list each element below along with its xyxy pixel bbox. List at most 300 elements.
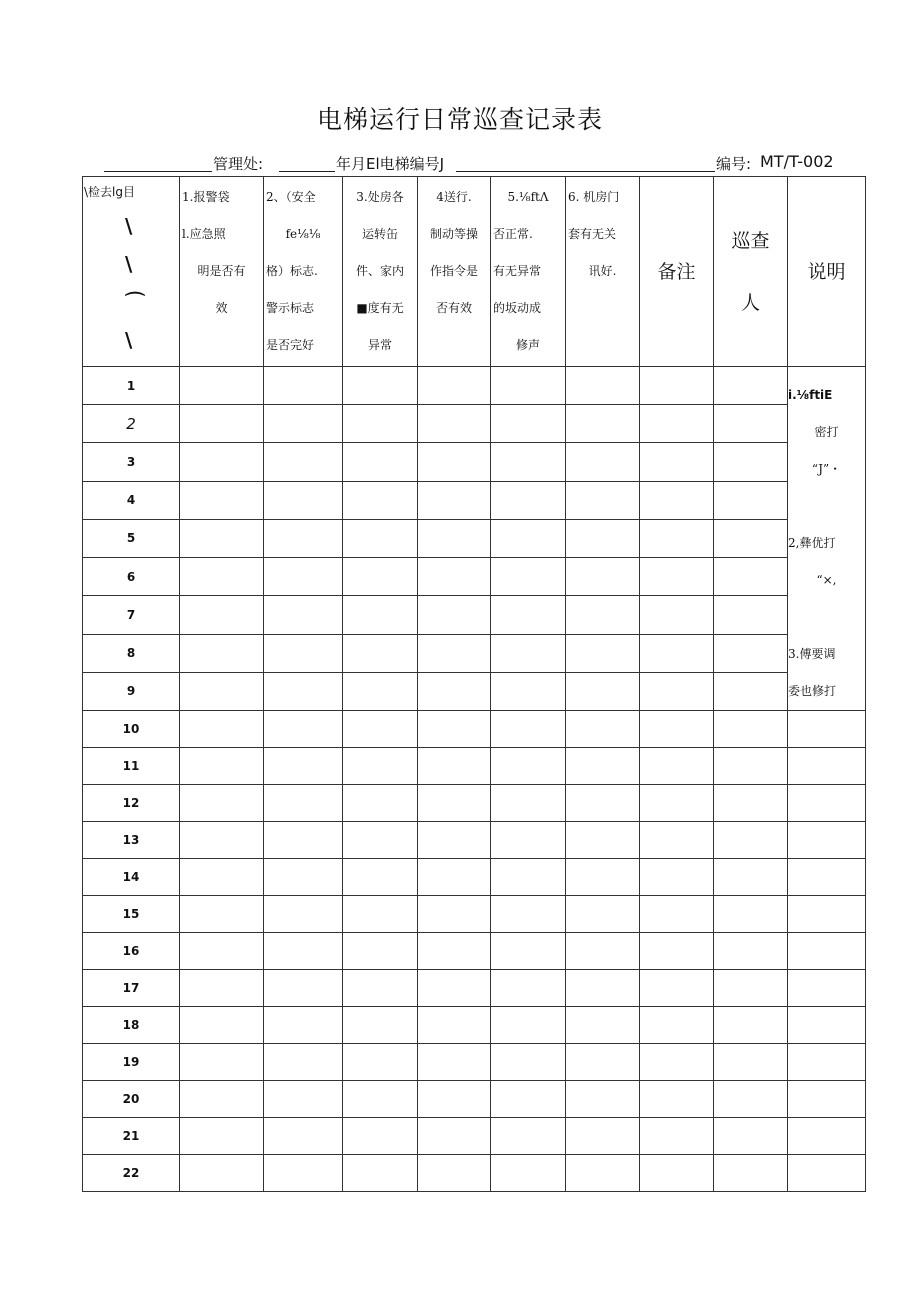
entry-cell[interactable] bbox=[640, 970, 714, 1007]
entry-cell[interactable] bbox=[264, 1044, 343, 1081]
entry-cell[interactable] bbox=[566, 859, 640, 896]
table-body bbox=[83, 367, 866, 1192]
entry-cell[interactable] bbox=[343, 1081, 418, 1118]
entry-cell[interactable] bbox=[714, 859, 788, 896]
entry-cell[interactable] bbox=[491, 443, 566, 481]
entry-cell[interactable] bbox=[264, 367, 343, 405]
inspector-label: 人 bbox=[740, 291, 760, 314]
header-text: 有无异常 bbox=[493, 264, 542, 278]
table-row bbox=[83, 596, 866, 634]
entry-cell[interactable] bbox=[640, 481, 714, 519]
entry-cell[interactable] bbox=[566, 970, 640, 1007]
row-number: 3 bbox=[83, 443, 180, 481]
entry-cell[interactable] bbox=[418, 1007, 491, 1044]
header-text: 的坂动成 bbox=[493, 301, 542, 315]
table-row bbox=[83, 634, 866, 672]
entry-cell[interactable] bbox=[418, 822, 491, 859]
table-row bbox=[83, 519, 866, 557]
entry-cell[interactable] bbox=[491, 711, 566, 748]
entry-cell[interactable] bbox=[491, 367, 566, 405]
header-text: 异常 bbox=[367, 338, 392, 352]
entry-cell[interactable] bbox=[180, 1155, 264, 1192]
entry-cell[interactable] bbox=[566, 1155, 640, 1192]
row-number: 14 bbox=[83, 859, 180, 896]
explain-cell bbox=[788, 1044, 866, 1081]
entry-cell[interactable] bbox=[343, 1007, 418, 1044]
entry-cell[interactable] bbox=[491, 558, 566, 596]
entry-cell[interactable] bbox=[566, 933, 640, 970]
entry-cell[interactable] bbox=[640, 1044, 714, 1081]
entry-cell[interactable] bbox=[714, 1155, 788, 1192]
row-number: 13 bbox=[83, 822, 180, 859]
row-number: 18 bbox=[83, 1007, 180, 1044]
explain-cell bbox=[788, 711, 866, 748]
entry-cell[interactable] bbox=[343, 405, 418, 443]
entry-cell[interactable] bbox=[714, 785, 788, 822]
entry-cell[interactable] bbox=[180, 1007, 264, 1044]
entry-cell[interactable] bbox=[343, 748, 418, 785]
table-row bbox=[83, 558, 866, 596]
entry-cell[interactable] bbox=[264, 970, 343, 1007]
header-item-1 bbox=[180, 177, 264, 367]
entry-cell[interactable] bbox=[343, 859, 418, 896]
explain-cell bbox=[788, 1007, 866, 1044]
row-number: 5 bbox=[83, 519, 180, 557]
table-row bbox=[83, 748, 866, 785]
entry-cell[interactable] bbox=[714, 896, 788, 933]
entry-cell[interactable] bbox=[264, 596, 343, 634]
row-number: 16 bbox=[83, 933, 180, 970]
entry-cell[interactable] bbox=[180, 367, 264, 405]
entry-cell[interactable] bbox=[640, 1007, 714, 1044]
row-number: 1 bbox=[83, 367, 180, 405]
entry-cell[interactable] bbox=[264, 822, 343, 859]
entry-cell[interactable] bbox=[491, 896, 566, 933]
row-number: 12 bbox=[83, 785, 180, 822]
row-number: 4 bbox=[83, 481, 180, 519]
entry-cell[interactable] bbox=[343, 634, 418, 672]
table-row bbox=[83, 672, 866, 710]
entry-cell[interactable] bbox=[418, 1155, 491, 1192]
page-title: 电梯运行日常巡查记录表 bbox=[316, 105, 603, 134]
entry-cell[interactable] bbox=[640, 1081, 714, 1118]
entry-cell[interactable] bbox=[640, 896, 714, 933]
entry-cell[interactable] bbox=[714, 443, 788, 481]
explanation-notes bbox=[788, 367, 866, 711]
table-row bbox=[83, 1007, 866, 1044]
entry-cell[interactable] bbox=[264, 748, 343, 785]
entry-cell[interactable] bbox=[180, 785, 264, 822]
header-explain bbox=[788, 177, 866, 367]
explain-cell bbox=[788, 970, 866, 1007]
entry-cell[interactable] bbox=[566, 1044, 640, 1081]
header-text: l.应急照 bbox=[182, 227, 226, 241]
entry-cell[interactable] bbox=[180, 634, 264, 672]
header-text: 是否完好 bbox=[266, 338, 315, 352]
table-row bbox=[83, 1118, 866, 1155]
diagonal-mark: \ bbox=[125, 328, 133, 352]
entry-cell[interactable] bbox=[343, 970, 418, 1007]
table-row bbox=[83, 859, 866, 896]
entry-cell[interactable] bbox=[343, 672, 418, 710]
entry-cell[interactable] bbox=[180, 481, 264, 519]
entry-cell[interactable] bbox=[343, 1118, 418, 1155]
entry-cell[interactable] bbox=[418, 1081, 491, 1118]
entry-cell[interactable] bbox=[491, 748, 566, 785]
entry-cell[interactable] bbox=[566, 634, 640, 672]
note-line: 密打 bbox=[814, 425, 839, 439]
entry-cell[interactable] bbox=[566, 748, 640, 785]
entry-cell[interactable] bbox=[264, 896, 343, 933]
note-line: “J”・ bbox=[811, 462, 842, 476]
row-number: 20 bbox=[83, 1081, 180, 1118]
entry-cell[interactable] bbox=[566, 367, 640, 405]
entry-cell[interactable] bbox=[640, 822, 714, 859]
note-line: 委也修打 bbox=[788, 684, 837, 698]
entry-cell[interactable] bbox=[640, 558, 714, 596]
entry-cell[interactable] bbox=[566, 558, 640, 596]
entry-cell[interactable] bbox=[714, 634, 788, 672]
entry-cell[interactable] bbox=[491, 405, 566, 443]
table-row bbox=[83, 896, 866, 933]
entry-cell[interactable] bbox=[418, 933, 491, 970]
header-text: 运转缶 bbox=[361, 227, 398, 241]
entry-cell[interactable] bbox=[640, 748, 714, 785]
entry-cell[interactable] bbox=[264, 481, 343, 519]
entry-cell[interactable] bbox=[418, 367, 491, 405]
explain-cell bbox=[788, 1155, 866, 1192]
entry-cell[interactable] bbox=[264, 1081, 343, 1118]
entry-cell[interactable] bbox=[640, 367, 714, 405]
entry-cell[interactable] bbox=[264, 933, 343, 970]
entry-cell[interactable] bbox=[418, 970, 491, 1007]
entry-cell[interactable] bbox=[418, 443, 491, 481]
entry-cell[interactable] bbox=[343, 367, 418, 405]
header-text: 明是否有 bbox=[197, 264, 246, 278]
entry-cell[interactable] bbox=[714, 711, 788, 748]
entry-cell[interactable] bbox=[714, 822, 788, 859]
note-spacer bbox=[788, 488, 865, 525]
entry-cell[interactable] bbox=[418, 748, 491, 785]
mgmt-label: 管理处: bbox=[213, 155, 264, 173]
entry-cell[interactable] bbox=[491, 1044, 566, 1081]
header-inspector bbox=[714, 177, 788, 367]
header-row bbox=[83, 177, 866, 367]
explain-cell bbox=[788, 748, 866, 785]
entry-cell[interactable] bbox=[566, 711, 640, 748]
entry-cell[interactable] bbox=[714, 596, 788, 634]
header-item-6 bbox=[566, 177, 640, 367]
entry-cell[interactable] bbox=[180, 711, 264, 748]
entry-cell[interactable] bbox=[491, 481, 566, 519]
entry-cell[interactable] bbox=[640, 933, 714, 970]
entry-cell[interactable] bbox=[566, 481, 640, 519]
entry-cell[interactable] bbox=[418, 481, 491, 519]
entry-cell[interactable] bbox=[180, 896, 264, 933]
note-line: i.⅛ftiE bbox=[788, 388, 833, 402]
entry-cell[interactable] bbox=[264, 634, 343, 672]
entry-cell[interactable] bbox=[180, 822, 264, 859]
entry-cell[interactable] bbox=[180, 933, 264, 970]
header-text: 否正常. bbox=[493, 227, 533, 241]
entry-cell[interactable] bbox=[180, 748, 264, 785]
entry-cell[interactable] bbox=[714, 1044, 788, 1081]
entry-cell[interactable] bbox=[180, 405, 264, 443]
entry-cell[interactable] bbox=[566, 1007, 640, 1044]
header-text: 6. 机房门 bbox=[568, 190, 620, 204]
header-text: 3.处房各 bbox=[356, 190, 404, 204]
entry-cell[interactable] bbox=[566, 1118, 640, 1155]
explain-cell bbox=[788, 1081, 866, 1118]
entry-cell[interactable] bbox=[180, 558, 264, 596]
header-item-5 bbox=[491, 177, 566, 367]
header-text: 套有无关 bbox=[568, 227, 617, 241]
explain-label: 说明 bbox=[807, 260, 846, 283]
entry-cell[interactable] bbox=[491, 1118, 566, 1155]
entry-cell[interactable] bbox=[714, 1081, 788, 1118]
entry-cell[interactable] bbox=[491, 822, 566, 859]
header-item-2 bbox=[264, 177, 343, 367]
row-number: 2 bbox=[83, 405, 180, 443]
row-number: 8 bbox=[83, 634, 180, 672]
entry-cell[interactable] bbox=[640, 1155, 714, 1192]
entry-cell[interactable] bbox=[566, 785, 640, 822]
entry-cell[interactable] bbox=[180, 519, 264, 557]
entry-cell[interactable] bbox=[264, 785, 343, 822]
entry-cell[interactable] bbox=[180, 970, 264, 1007]
header-text: 修声 bbox=[515, 338, 540, 352]
entry-cell[interactable] bbox=[566, 822, 640, 859]
diagonal-mark: \ bbox=[125, 252, 133, 276]
row-number: 6 bbox=[83, 558, 180, 596]
entry-cell[interactable] bbox=[566, 672, 640, 710]
row-number: 7 bbox=[83, 596, 180, 634]
header-text: 5.⅛ftΛ bbox=[507, 190, 549, 204]
entry-cell[interactable] bbox=[491, 519, 566, 557]
entry-cell[interactable] bbox=[418, 405, 491, 443]
table-row bbox=[83, 481, 866, 519]
entry-cell[interactable] bbox=[418, 785, 491, 822]
explain-cell bbox=[788, 859, 866, 896]
table-row bbox=[83, 822, 866, 859]
entry-cell[interactable] bbox=[640, 596, 714, 634]
entry-cell[interactable] bbox=[418, 859, 491, 896]
header-text: 作指令是 bbox=[429, 264, 478, 278]
inspection-table bbox=[82, 176, 866, 1192]
explain-cell bbox=[788, 896, 866, 933]
entry-cell[interactable] bbox=[418, 1118, 491, 1155]
row-number: 21 bbox=[83, 1118, 180, 1155]
entry-cell[interactable] bbox=[264, 711, 343, 748]
table-row bbox=[83, 785, 866, 822]
entry-cell[interactable] bbox=[180, 443, 264, 481]
entry-cell[interactable] bbox=[264, 1118, 343, 1155]
header-item-3 bbox=[343, 177, 418, 367]
header-item-4 bbox=[418, 177, 491, 367]
entry-cell[interactable] bbox=[264, 859, 343, 896]
form-meta-line bbox=[100, 153, 845, 175]
entry-cell[interactable] bbox=[491, 672, 566, 710]
entry-cell[interactable] bbox=[714, 933, 788, 970]
explain-cell bbox=[788, 785, 866, 822]
header-text: 格）标志. bbox=[266, 264, 318, 278]
entry-cell[interactable] bbox=[640, 443, 714, 481]
table-row bbox=[83, 933, 866, 970]
code-label: 编号: bbox=[716, 155, 752, 173]
entry-cell[interactable] bbox=[180, 1044, 264, 1081]
entry-cell[interactable] bbox=[343, 1155, 418, 1192]
row-number: 15 bbox=[83, 896, 180, 933]
entry-cell[interactable] bbox=[566, 1081, 640, 1118]
header-remark bbox=[640, 177, 714, 367]
entry-cell[interactable] bbox=[714, 1118, 788, 1155]
header-text: ■度有无 bbox=[356, 301, 404, 315]
date-blank-line bbox=[279, 171, 335, 172]
entry-cell[interactable] bbox=[343, 785, 418, 822]
header-text: 件、家内 bbox=[355, 264, 404, 278]
entry-cell[interactable] bbox=[418, 558, 491, 596]
entry-cell[interactable] bbox=[180, 1118, 264, 1155]
entry-cell[interactable] bbox=[418, 519, 491, 557]
entry-cell[interactable] bbox=[714, 367, 788, 405]
table-row bbox=[83, 970, 866, 1007]
entry-cell[interactable] bbox=[343, 443, 418, 481]
diagonal-mark: ⌒ bbox=[125, 290, 145, 314]
entry-cell[interactable] bbox=[343, 822, 418, 859]
entry-cell[interactable] bbox=[343, 519, 418, 557]
header-text: 1.报警袋 bbox=[182, 190, 230, 204]
entry-cell[interactable] bbox=[180, 596, 264, 634]
entry-cell[interactable] bbox=[343, 558, 418, 596]
row-number: 22 bbox=[83, 1155, 180, 1192]
check-item-label: \检去lg目 bbox=[84, 185, 135, 199]
inspector-label: 巡查 bbox=[731, 229, 770, 252]
entry-cell[interactable] bbox=[264, 672, 343, 710]
entry-cell[interactable] bbox=[491, 596, 566, 634]
header-check-item bbox=[83, 177, 180, 367]
explain-cell bbox=[788, 822, 866, 859]
entry-cell[interactable] bbox=[264, 558, 343, 596]
entry-cell[interactable] bbox=[180, 859, 264, 896]
entry-cell[interactable] bbox=[714, 558, 788, 596]
entry-cell[interactable] bbox=[418, 634, 491, 672]
table-row bbox=[83, 367, 866, 405]
entry-cell[interactable] bbox=[714, 481, 788, 519]
header-text: 讯好. bbox=[588, 264, 617, 278]
entry-cell[interactable] bbox=[264, 519, 343, 557]
entry-cell[interactable] bbox=[180, 672, 264, 710]
header-text: fe⅛⅛ bbox=[285, 227, 321, 241]
entry-cell[interactable] bbox=[264, 1155, 343, 1192]
header-text: 2、（安全 bbox=[266, 190, 316, 204]
note-spacer bbox=[788, 599, 865, 636]
date-elevator-label: 年月El电梯编号J bbox=[336, 155, 445, 173]
row-number: 19 bbox=[83, 1044, 180, 1081]
table-row bbox=[83, 405, 866, 443]
entry-cell[interactable] bbox=[714, 405, 788, 443]
table-row bbox=[83, 443, 866, 481]
entry-cell[interactable] bbox=[640, 785, 714, 822]
entry-cell[interactable] bbox=[418, 711, 491, 748]
entry-cell[interactable] bbox=[640, 405, 714, 443]
entry-cell[interactable] bbox=[640, 672, 714, 710]
entry-cell[interactable] bbox=[566, 596, 640, 634]
entry-cell[interactable] bbox=[566, 405, 640, 443]
entry-cell[interactable] bbox=[491, 634, 566, 672]
entry-cell[interactable] bbox=[264, 443, 343, 481]
table-row bbox=[83, 1081, 866, 1118]
entry-cell[interactable] bbox=[491, 859, 566, 896]
row-number: 11 bbox=[83, 748, 180, 785]
entry-cell[interactable] bbox=[343, 933, 418, 970]
entry-cell[interactable] bbox=[491, 970, 566, 1007]
header-text: 效 bbox=[215, 301, 228, 315]
table-row bbox=[83, 1044, 866, 1081]
header-text: 否有效 bbox=[435, 301, 472, 315]
explain-cell bbox=[788, 1118, 866, 1155]
entry-cell[interactable] bbox=[640, 634, 714, 672]
entry-cell[interactable] bbox=[418, 896, 491, 933]
entry-cell[interactable] bbox=[714, 748, 788, 785]
entry-cell[interactable] bbox=[714, 970, 788, 1007]
entry-cell[interactable] bbox=[640, 1118, 714, 1155]
entry-cell[interactable] bbox=[491, 933, 566, 970]
row-number: 17 bbox=[83, 970, 180, 1007]
note-line: 3.傅要调 bbox=[788, 647, 836, 661]
header-text: 警示标志 bbox=[266, 301, 315, 315]
entry-cell[interactable] bbox=[418, 596, 491, 634]
note-line: 2,彝优打 bbox=[788, 536, 836, 550]
table-row bbox=[83, 711, 866, 748]
entry-cell[interactable] bbox=[640, 859, 714, 896]
entry-cell[interactable] bbox=[566, 896, 640, 933]
entry-cell[interactable] bbox=[343, 1044, 418, 1081]
entry-cell[interactable] bbox=[343, 481, 418, 519]
entry-cell[interactable] bbox=[264, 1007, 343, 1044]
note-line: “×, bbox=[816, 573, 837, 587]
entry-cell[interactable] bbox=[343, 896, 418, 933]
entry-cell[interactable] bbox=[491, 785, 566, 822]
row-number: 10 bbox=[83, 711, 180, 748]
entry-cell[interactable] bbox=[566, 519, 640, 557]
header-text: 制动等操 bbox=[429, 227, 478, 241]
entry-cell[interactable] bbox=[714, 519, 788, 557]
entry-cell[interactable] bbox=[566, 443, 640, 481]
diagonal-mark: \ bbox=[125, 214, 133, 238]
entry-cell[interactable] bbox=[491, 1007, 566, 1044]
elevator-blank-line bbox=[456, 171, 715, 172]
row-number: 9 bbox=[83, 672, 180, 710]
explain-cell bbox=[788, 933, 866, 970]
entry-cell[interactable] bbox=[180, 1081, 264, 1118]
entry-cell[interactable] bbox=[491, 1081, 566, 1118]
entry-cell[interactable] bbox=[640, 519, 714, 557]
entry-cell[interactable] bbox=[343, 596, 418, 634]
code-value: MT/T-002 bbox=[760, 152, 834, 171]
entry-cell[interactable] bbox=[264, 405, 343, 443]
entry-cell[interactable] bbox=[418, 1044, 491, 1081]
entry-cell[interactable] bbox=[714, 672, 788, 710]
mgmt-blank-line bbox=[104, 171, 212, 172]
entry-cell[interactable] bbox=[418, 672, 491, 710]
entry-cell[interactable] bbox=[640, 711, 714, 748]
remark-label: 备注 bbox=[657, 260, 696, 283]
entry-cell[interactable] bbox=[343, 711, 418, 748]
table-row bbox=[83, 1155, 866, 1192]
entry-cell[interactable] bbox=[491, 1155, 566, 1192]
header-text: 4送行. bbox=[436, 190, 472, 204]
entry-cell[interactable] bbox=[714, 1007, 788, 1044]
